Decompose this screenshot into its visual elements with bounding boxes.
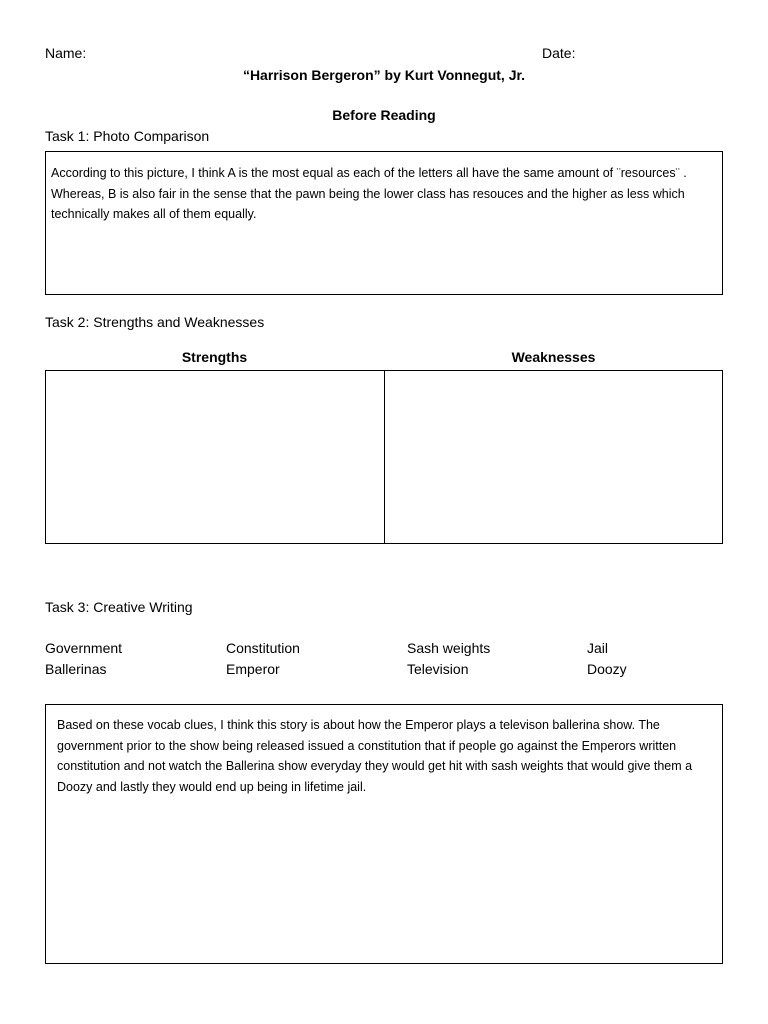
- task2-heading: Task 2: Strengths and Weaknesses: [45, 314, 265, 330]
- name-label: Name:: [45, 45, 87, 61]
- section-heading: Before Reading: [332, 107, 436, 123]
- task3-answer-box[interactable]: [45, 704, 723, 964]
- task3-heading: Task 3: Creative Writing: [45, 599, 193, 615]
- task1-answer-text: According to this picture, I think A is the most equal as each of the letters all have the same amount of ¨resources¨ . Whereas, B is also fair in the sense that the pawn being the lower class has resouces and the higher as less which technically makes all of them equally.: [51, 166, 687, 221]
- task3-answer-text: Based on these vocab clues, I think this story is about how the Emperor plays a televison ballerina show. The government prior to the show being released issued a constitution that if people go against the Emperors written constitution and not watch the Ballerina show everyday they would get hit with sash weights that would give them a Doozy and lastly they would end up being in lifetime jail.: [57, 718, 693, 794]
- vocab-word: Sash weights: [407, 640, 491, 656]
- vocab-word: Emperor: [226, 661, 280, 677]
- vocab-word: Ballerinas: [45, 661, 107, 677]
- vocab-word: Doozy: [587, 661, 627, 677]
- strengths-header: Strengths: [181, 349, 248, 365]
- vocab-word: Constitution: [226, 640, 300, 656]
- vocab-word: Jail: [587, 640, 609, 656]
- strengths-cell[interactable]: [45, 370, 385, 544]
- vocab-word: Government: [45, 640, 123, 656]
- task1-heading: Task 1: Photo Comparison: [45, 128, 210, 144]
- worksheet-title: “Harrison Bergeron” by Kurt Vonnegut, Jr.: [242, 67, 526, 83]
- vocab-word: Television: [407, 661, 469, 677]
- weaknesses-cell[interactable]: [384, 370, 723, 544]
- date-label: Date:: [542, 45, 576, 61]
- task1-answer-box[interactable]: [45, 151, 723, 295]
- weaknesses-header: Weaknesses: [511, 349, 596, 365]
